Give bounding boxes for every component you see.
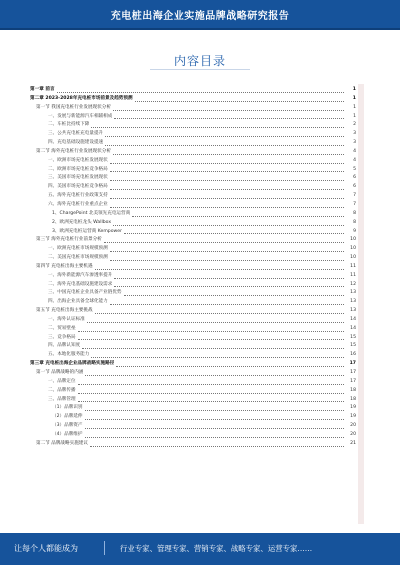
- toc-entry-page: 1: [353, 104, 356, 110]
- toc-entry-page: 4: [353, 157, 356, 163]
- toc-entry-page: 6: [353, 184, 356, 190]
- toc-entry-title: 一、海外新能源汽车渗透率提升: [48, 272, 113, 278]
- toc-dot-leader: [124, 294, 344, 296]
- toc-entry[interactable]: [30, 201, 356, 210]
- toc-entry-title: 二、海外充电基础设施建设需求: [48, 281, 113, 287]
- toc-entry-title: 二、车桩比持续下降: [48, 122, 90, 128]
- toc-entry[interactable]: [30, 121, 356, 130]
- toc-entry-page: 10: [350, 237, 356, 243]
- toc-entry-page: 16: [350, 352, 356, 358]
- toc-entry-page: 17: [350, 370, 356, 375]
- toc-entry-page: 7: [353, 201, 356, 207]
- toc-entry-title: 五、海外充电桩行业政策支持: [48, 193, 108, 199]
- toc-entry-title: 五、本地化服务能力: [48, 352, 90, 358]
- toc-dot-leader: [57, 91, 344, 93]
- toc-dot-leader: [105, 144, 344, 146]
- toc-entry-title: （3）品牌资产: [52, 423, 83, 429]
- toc-entry-title: 三、中国充电桩企业具备产业链优势: [48, 290, 122, 296]
- toc-dot-leader: [110, 170, 344, 172]
- toc-dot-leader: [110, 206, 344, 208]
- margin-stripe: [358, 84, 364, 524]
- toc-entry[interactable]: [30, 228, 356, 237]
- toc-entry-title: 一、欧洲充电桩市场规模预测: [48, 246, 108, 252]
- toc-entry[interactable]: [30, 254, 356, 263]
- toc-entry[interactable]: [30, 387, 356, 396]
- toc-entry-page: 11: [350, 263, 356, 269]
- toc-entry-title: 第五节 充电桩出海主要挑战: [36, 308, 93, 314]
- toc-entry-title: 二、美国充电桩市场规模预测: [48, 255, 108, 261]
- toc-dot-leader: [85, 374, 344, 376]
- toc-entry-title: 四、出海企业具备全球化能力: [48, 299, 108, 305]
- toc-dot-leader: [110, 162, 344, 164]
- toc-entry-page: 10: [350, 246, 356, 252]
- header-band: [0, 0, 400, 28]
- toc-entry-page: 10: [350, 255, 356, 261]
- toc-entry[interactable]: [30, 104, 356, 113]
- toc-entry[interactable]: [30, 396, 356, 405]
- toc-dot-leader: [132, 215, 344, 217]
- toc-entry-title: 3、欧洲充电桩运营商 Kempower: [52, 228, 123, 234]
- toc-entry[interactable]: [30, 289, 356, 298]
- toc-entry-page: 1: [352, 95, 356, 101]
- report-title: 充电桩出海企业实施品牌战略研究报告: [110, 11, 290, 22]
- toc-entry-page: 9: [353, 228, 356, 234]
- toc-dot-leader: [113, 224, 344, 226]
- toc-entry-page: 3: [353, 131, 356, 137]
- toc-dot-leader: [110, 197, 344, 199]
- toc-entry-title: 一、发展与新能源汽车相辅相成: [48, 113, 113, 119]
- toc-entry-page: 11: [350, 272, 356, 278]
- toc-entry[interactable]: [30, 219, 356, 228]
- toc-entry[interactable]: [30, 307, 356, 316]
- toc-entry-page: 12: [350, 281, 356, 287]
- toc-entry-title: 三、公共充电桩充电量提升: [48, 131, 104, 137]
- toc-entry[interactable]: [30, 210, 356, 219]
- toc-dot-leader: [105, 135, 344, 137]
- toc-dot-leader: [114, 117, 344, 119]
- toc-entry[interactable]: [30, 378, 356, 387]
- toc-dot-leader: [113, 109, 344, 111]
- footer-slogan: 让每个人都能成为: [14, 544, 78, 553]
- toc-entry[interactable]: [30, 236, 356, 245]
- toc-entry-title: 四、美国市场充电桩竞争格局: [48, 184, 108, 190]
- footer-tagline: 行业专家、管理专家、营销专家、战略专家、运营专家……: [120, 544, 313, 553]
- toc-dot-leader: [85, 409, 345, 411]
- toc-entry-page: 7: [353, 193, 356, 199]
- toc-entry-title: 第三节 海外充电桩行业前景分析: [36, 237, 102, 243]
- toc-dot-leader: [85, 418, 345, 420]
- toc-entry-title: 第二章 2023-2028年充电桩市场前景及趋势预测: [30, 95, 133, 101]
- toc-dot-leader: [91, 126, 344, 128]
- toc-entry-title: 二、贸易壁垒: [48, 325, 76, 331]
- toc-entry[interactable]: [30, 272, 356, 281]
- toc-entry-page: 17: [350, 378, 356, 384]
- toc-entry-page: 20: [350, 423, 356, 429]
- toc-entry-title: （2）品牌延伸: [52, 414, 83, 420]
- toc-entry-title: 一、欧洲市场充电桩发展现状: [48, 157, 108, 163]
- toc-entry-page: 13: [350, 308, 356, 314]
- toc-entry-page: 18: [350, 387, 356, 393]
- toc-entry-title: 第一节 我国充电桩行业发展现状分析: [36, 104, 111, 110]
- toc-entry[interactable]: [30, 431, 356, 440]
- toc-entry-title: 1、ChargePoint 北美领先充电运营商: [52, 210, 131, 216]
- toc-entry-title: 第一章 前言: [30, 87, 55, 92]
- toc-entry[interactable]: [30, 245, 356, 254]
- toc-entry[interactable]: [30, 139, 356, 148]
- toc-dot-leader: [113, 153, 344, 155]
- toc-entry-page: 15: [350, 343, 356, 349]
- toc-dot-leader: [85, 436, 345, 438]
- toc-entry-page: 2: [353, 122, 356, 128]
- toc-entry-title: 第二节 海外充电桩行业发展现状分析: [36, 148, 111, 154]
- toc-entry-title: 四、品牌认知度: [48, 343, 81, 349]
- toc-dot-leader: [78, 338, 344, 340]
- toc-dot-leader: [114, 285, 344, 287]
- toc-entry[interactable]: [30, 95, 356, 104]
- toc-dot-leader: [78, 383, 344, 385]
- toc-dot-leader: [124, 232, 344, 234]
- toc-heading: 内容目录: [173, 54, 226, 68]
- toc-entry-title: 一、品牌定位: [48, 378, 76, 384]
- toc-entry-page: 14: [350, 316, 356, 322]
- toc-dot-leader: [95, 312, 344, 314]
- toc-entry[interactable]: [30, 130, 356, 139]
- header-stripe: [0, 28, 400, 30]
- toc-entry[interactable]: [30, 298, 356, 307]
- toc-entry-page: 13: [350, 299, 356, 305]
- toc-entry[interactable]: [30, 360, 356, 369]
- toc-entry-title: （4）品牌维护: [52, 431, 83, 437]
- toc-entry-title: 第二节 品牌战略实施建议: [36, 440, 88, 446]
- toc-dot-leader: [104, 241, 344, 243]
- toc-dot-leader: [82, 347, 344, 349]
- toc-entry[interactable]: [30, 404, 356, 413]
- toc-entry-title: （1）品牌识别: [52, 405, 83, 411]
- toc-entry-title: 四、充电基础设施建设提速: [48, 140, 104, 146]
- toc-entry-page: 15: [350, 334, 356, 340]
- toc-entry[interactable]: [30, 113, 356, 122]
- toc-dot-leader: [91, 356, 344, 358]
- toc-entry-title: 六、海外充电桩行业重点企业: [48, 201, 108, 207]
- toc-dot-leader: [95, 268, 344, 270]
- toc-entry-page: 14: [350, 325, 356, 331]
- toc-entry-page: 19: [350, 405, 356, 411]
- toc-entry[interactable]: [30, 316, 356, 325]
- toc-dot-leader: [110, 259, 344, 261]
- toc-entry[interactable]: [30, 148, 356, 157]
- toc-entry[interactable]: [30, 325, 356, 334]
- toc-dot-leader: [110, 179, 344, 181]
- toc-entry-title: 第一节 品牌战略的内涵: [36, 370, 84, 375]
- toc-dot-leader: [78, 392, 344, 394]
- toc-dot-leader: [78, 330, 344, 332]
- toc-entry[interactable]: [30, 166, 356, 175]
- toc-entry-page: 1: [352, 87, 356, 92]
- toc-entry-title: 第四节 充电桩出海主要机遇: [36, 263, 93, 269]
- toc-entry-page: 21: [350, 440, 356, 446]
- toc-dot-leader: [90, 445, 344, 447]
- toc-entry-title: 一、海外认证标准: [48, 316, 85, 322]
- toc-dot-leader: [110, 188, 344, 190]
- toc-entry[interactable]: [30, 183, 356, 192]
- toc-entry[interactable]: [30, 86, 356, 95]
- toc-entry-title: 二、欧洲市场充电桩竞争格局: [48, 166, 108, 172]
- toc-entry-page: 20: [350, 431, 356, 437]
- table-of-contents: [30, 86, 356, 449]
- toc-heading-divider: [150, 69, 250, 70]
- toc-entry[interactable]: [30, 263, 356, 272]
- toc-dot-leader: [114, 277, 344, 279]
- toc-entry[interactable]: [30, 413, 356, 422]
- toc-dot-leader: [135, 100, 344, 102]
- toc-entry-title: 三、美国市场充电桩发展现状: [48, 175, 108, 181]
- toc-entry[interactable]: [30, 369, 356, 378]
- toc-entry[interactable]: [30, 351, 356, 360]
- toc-entry[interactable]: [30, 440, 356, 449]
- toc-entry-page: 17: [349, 361, 356, 367]
- toc-entry-page: 4: [353, 148, 356, 154]
- toc-dot-leader: [87, 321, 344, 323]
- toc-entry[interactable]: [30, 174, 356, 183]
- toc-entry-page: 1: [353, 113, 356, 119]
- toc-entry[interactable]: [30, 342, 356, 351]
- toc-entry[interactable]: [30, 192, 356, 201]
- toc-entry[interactable]: [30, 334, 356, 343]
- toc-entry-title: 二、品牌传播: [48, 387, 76, 393]
- toc-dot-leader: [110, 303, 344, 305]
- toc-entry[interactable]: [30, 157, 356, 166]
- toc-entry-title: 第三章 充电桩出海企业品牌战略实施路径: [30, 361, 115, 367]
- toc-entry-page: 19: [350, 414, 356, 420]
- footer-band: [0, 533, 400, 565]
- toc-entry-page: 13: [350, 290, 356, 296]
- toc-entry-title: 2、欧洲充电桩龙头 Wallbox: [52, 219, 112, 225]
- toc-dot-leader: [78, 400, 344, 402]
- toc-entry-page: 18: [350, 396, 356, 402]
- footer-divider: [104, 541, 105, 555]
- toc-dot-leader: [85, 427, 345, 429]
- toc-entry-page: 3: [353, 140, 356, 146]
- toc-dot-leader: [110, 250, 344, 252]
- toc-entry[interactable]: [30, 281, 356, 290]
- toc-entry-page: 5: [353, 166, 356, 172]
- toc-entry[interactable]: [30, 422, 356, 431]
- toc-entry-title: 三、品牌管理: [48, 396, 76, 402]
- toc-entry-title: 三、竞争格局: [48, 334, 76, 340]
- toc-entry-page: 6: [353, 175, 356, 181]
- toc-entry-page: 8: [353, 210, 356, 216]
- toc-entry-page: 8: [353, 219, 356, 225]
- toc-dot-leader: [116, 365, 344, 367]
